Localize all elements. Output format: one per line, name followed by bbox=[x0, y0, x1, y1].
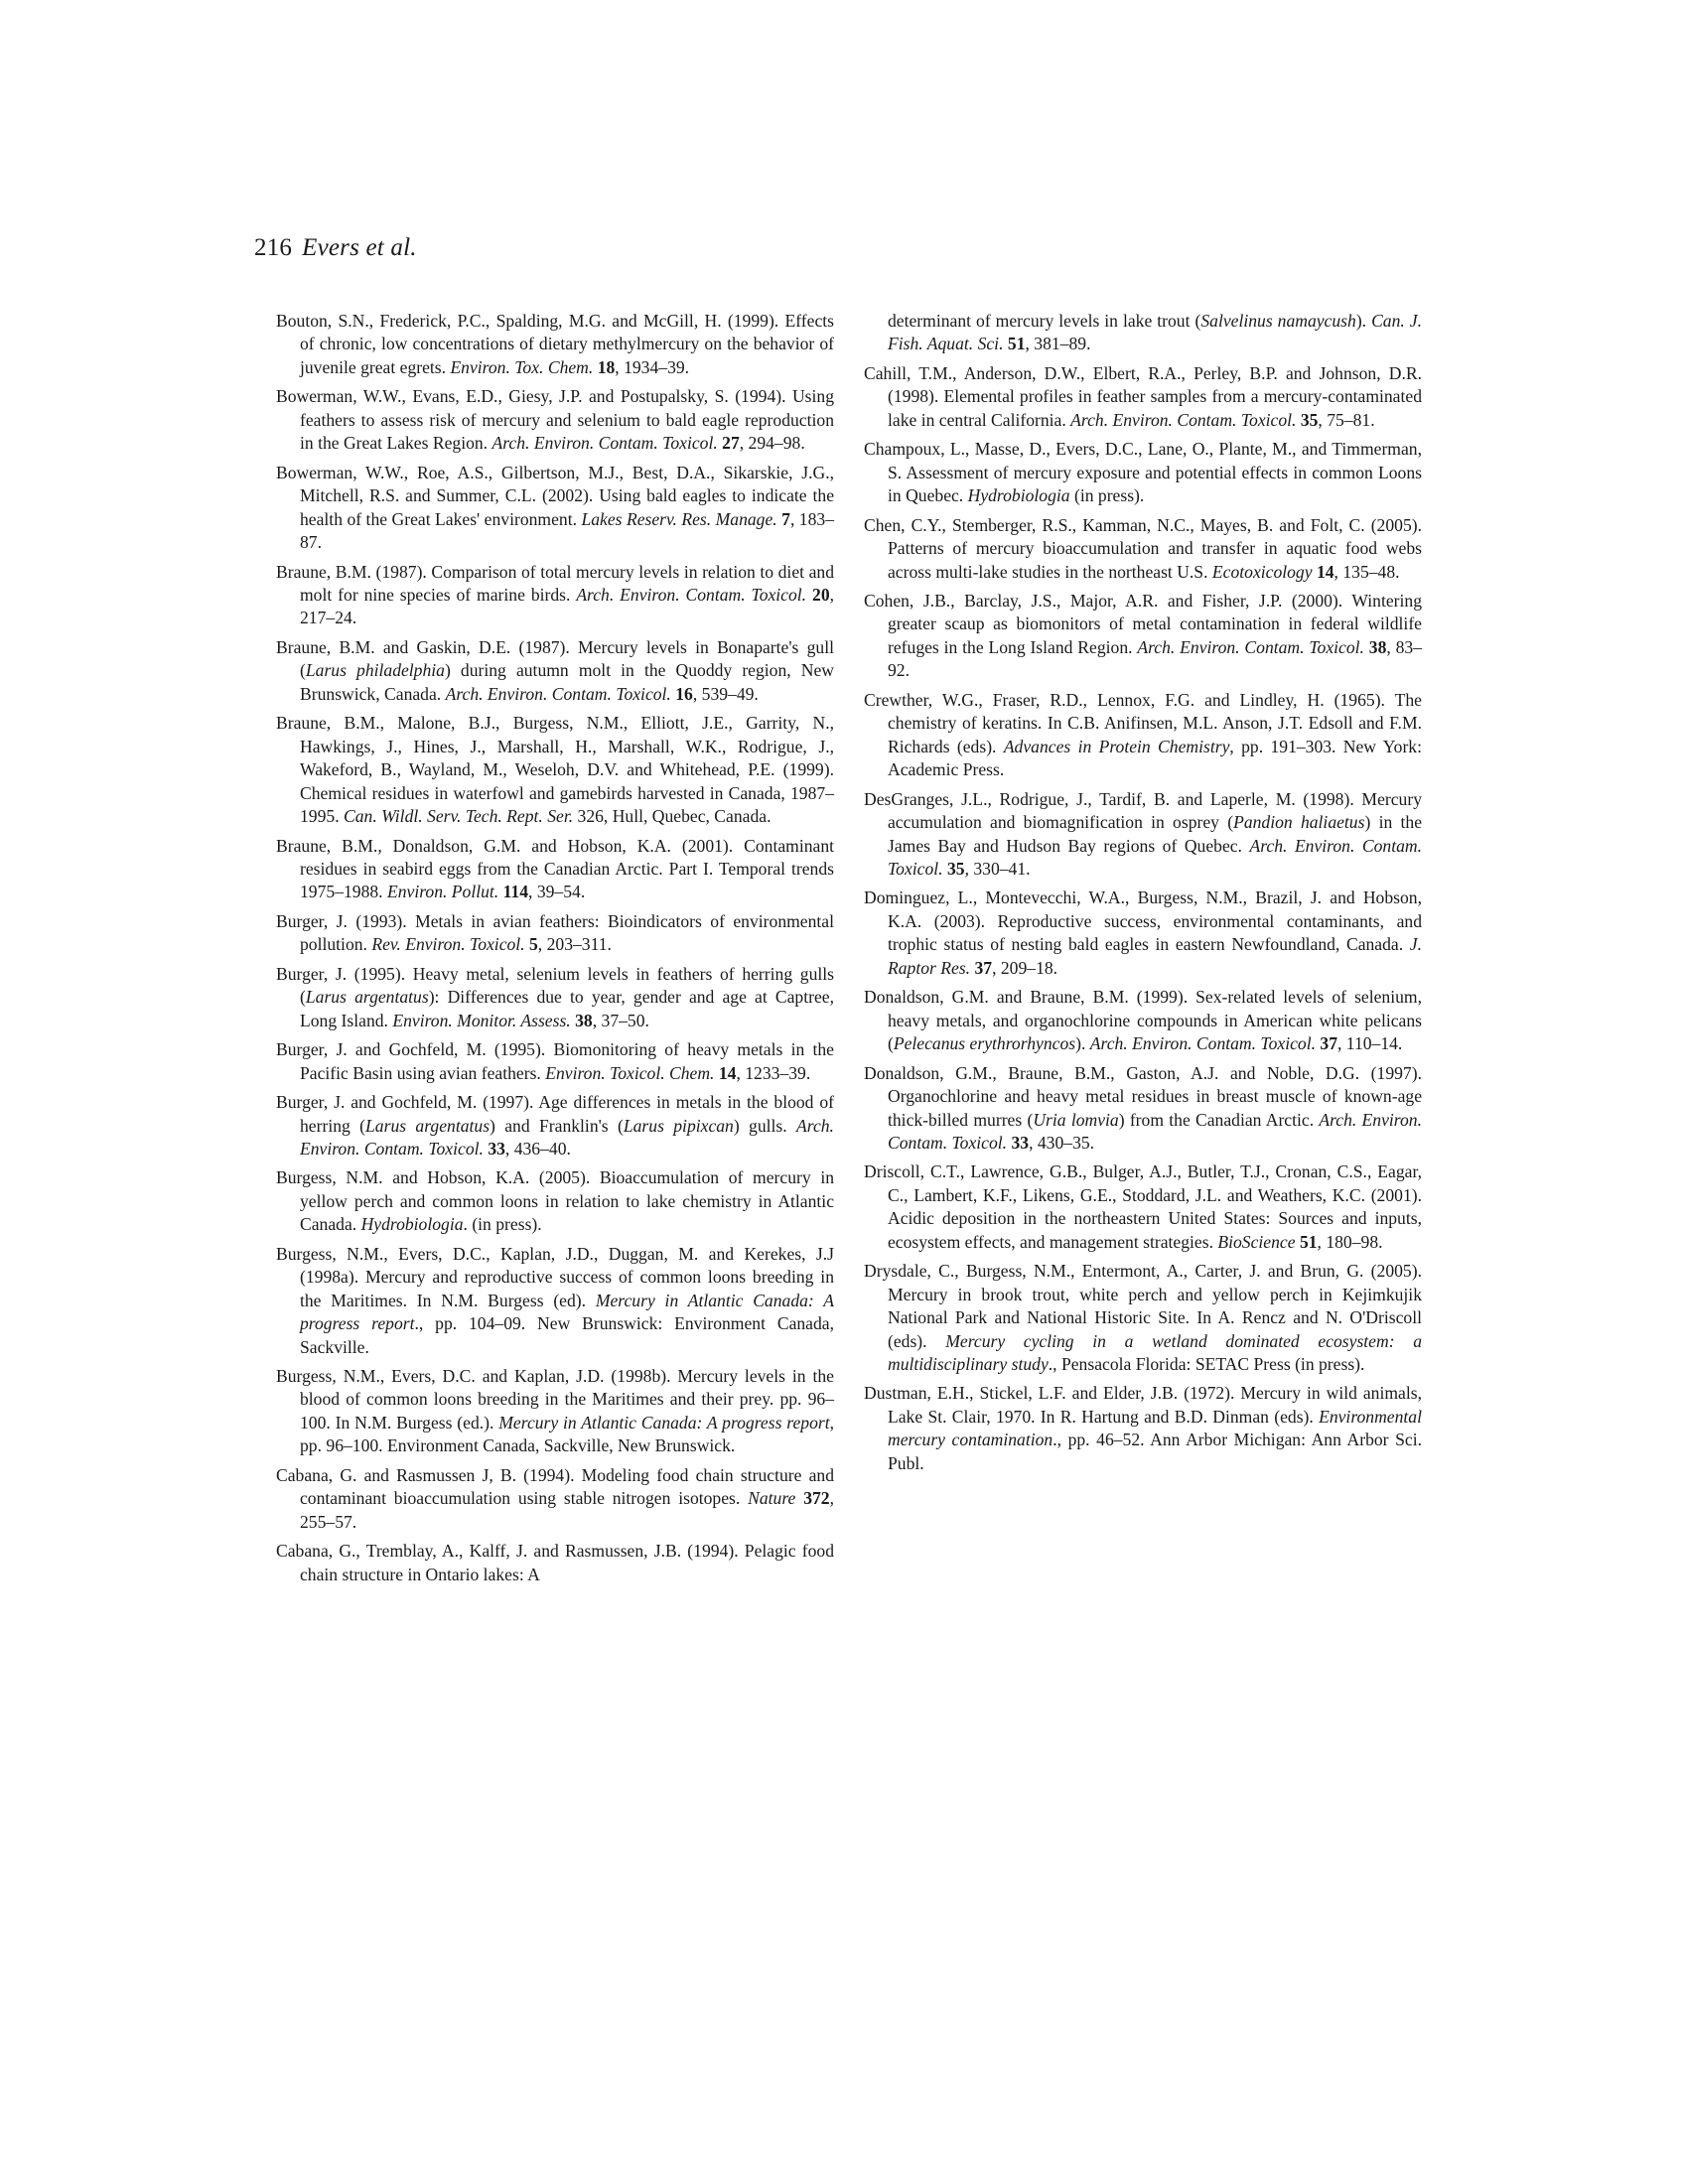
reference-pages: , 1233–39. bbox=[736, 1062, 811, 1083]
reference-pages: , 183–87. bbox=[300, 508, 834, 553]
reference-entry bbox=[276, 385, 834, 455]
reference-text: Drysdale, C., Burgess, N.M., Entermont, A., Carter, J. and Brun, G. (2005). Mercury in brook trout, white perch and yellow perch in Kejimkujik National Park and National Historic Site. In A. Rencz and N. O'Driscoll (eds). bbox=[864, 1261, 1422, 1351]
reference-text: Bowerman, W.W., Evans, E.D., Giesy, J.P. and Postupalsky, S. (1994). Using feathers to assess risk of mercury and selenium to bald eagle reproduction in the Great Lakes Region. bbox=[276, 386, 834, 454]
reference-text: Dominguez, L., Montevecchi, W.A., Burgess, N.M., Brazil, J. and Hobson, K.A. (2003). Reproductive success, environmental contaminants, and trophic status of nesting bald eagles in eastern Newfoundland, Canada. bbox=[864, 887, 1422, 955]
reference-text: Burgess, N.M., Evers, D.C., Kaplan, J.D., Duggan, M. and Kerekes, J.J (1998a). Mercury and reproductive success of common loons breeding in the Maritimes. In N.M. Burgess (ed). bbox=[276, 1243, 834, 1310]
running-head-authors: Evers et al. bbox=[302, 234, 417, 261]
taxon-name: Pandion haliaetus bbox=[1233, 812, 1365, 833]
reference-entry bbox=[864, 310, 1422, 356]
volume-number: 37 bbox=[1320, 1033, 1337, 1054]
reference-text: ) gulls. bbox=[733, 1115, 797, 1136]
journal-title: Arch. Environ. Contam. Toxicol. bbox=[888, 1109, 1422, 1153]
reference-text: Champoux, L., Masse, D., Evers, D.C., Lane, O., Plante, M., and Timmerman, S. Assessment of mercury exposure and potential effects in common Loons in Quebec. bbox=[864, 439, 1422, 506]
reference-pages: , pp. 191–303. New York: Academic Press. bbox=[888, 736, 1422, 780]
journal-title: Arch. Environ. Contam. Toxicol. bbox=[1137, 636, 1364, 657]
reference-entry bbox=[864, 362, 1422, 432]
journal-title: Environ. Monitor. Assess. bbox=[392, 1010, 571, 1030]
reference-pages: , 294–98. bbox=[739, 433, 805, 454]
volume-number: 114 bbox=[502, 882, 529, 902]
reference-text: ) during autumn molt in the Quoddy region, New Brunswick, Canada. bbox=[300, 660, 834, 704]
reference-text: ) and Franklin's ( bbox=[490, 1115, 624, 1136]
reference-text: Braune, B.M., Donaldson, G.M. and Hobson, K.A. (2001). Contaminant residues in seabird eggs from the Canadian Arctic. Part I. Temporal trends 1975–1988. bbox=[276, 835, 834, 902]
journal-title: Arch. Environ. Contam. Toxicol. bbox=[300, 1115, 834, 1159]
volume-number: 37 bbox=[974, 957, 993, 978]
reference-entry bbox=[276, 963, 834, 1032]
journal-title: Arch. Environ. Contam. Toxicol. bbox=[1070, 409, 1297, 430]
reference-pages: , 135–48. bbox=[1333, 561, 1400, 582]
volume-number: 38 bbox=[1368, 636, 1387, 657]
reference-pages: , 83–92. bbox=[888, 636, 1423, 681]
journal-title: Mercury in Atlantic Canada: A progress report bbox=[300, 1290, 834, 1334]
reference-pages: , 180–98. bbox=[1317, 1231, 1383, 1252]
volume-number: 33 bbox=[488, 1138, 505, 1159]
journal-title: Hydrobiologia bbox=[967, 485, 1070, 506]
reference-text: ): Differences due to year, gender and age at Captree, Long Island. bbox=[300, 987, 834, 1030]
journal-title: Can. J. Fish. Aquat. Sci. bbox=[888, 311, 1422, 354]
reference-pages: , 330–41. bbox=[964, 858, 1031, 879]
journal-title: Ecotoxicology bbox=[1211, 561, 1313, 582]
reference-text: Donaldson, G.M., Braune, B.M., Gaston, A.J. and Noble, D.G. (1997). Organochlorine and heavy metal residues in breast muscle of known-age thick-billed murres ( bbox=[864, 1062, 1422, 1130]
running-head bbox=[254, 234, 417, 262]
volume-number: 33 bbox=[1011, 1132, 1030, 1153]
reference-text: Driscoll, C.T., Lawrence, G.B., Bulger, A.J., Butler, T.J., Cronan, C.S., Eagar, C., Lambert, K.F., Likens, G.E., Stoddard, J.L. and Weathers, K.C. (2001). Acidic deposition in the northeastern United States: Sources and inputs, ecosystem effects, and management strategies. bbox=[864, 1161, 1422, 1252]
volume-number: 18 bbox=[597, 356, 616, 377]
reference-pages: , 539–49. bbox=[692, 683, 759, 704]
reference-column-right bbox=[864, 310, 1422, 1481]
reference-text: Bowerman, W.W., Roe, A.S., Gilbertson, M.J., Best, D.A., Sikarskie, J.G., Mitchell, R.S. and Summer, C.L. (2002). Using bald eagles to indicate the health of the Great Lakes' environment. bbox=[276, 462, 834, 529]
journal-title: Environ. Pollut. bbox=[386, 882, 499, 902]
reference-entry bbox=[276, 1464, 834, 1534]
reference-entry bbox=[276, 712, 834, 828]
journal-title: Mercury in Atlantic Canada: A progress report bbox=[498, 1412, 830, 1433]
reference-pages: ., pp. 46–52. Ann Arbor Michigan: Ann Arbor Sci. Publ. bbox=[888, 1430, 1422, 1473]
reference-entry bbox=[864, 887, 1422, 980]
journal-title: Hydrobiologia bbox=[360, 1214, 464, 1235]
reference-text: Crewther, W.G., Fraser, R.D., Lennox, F.G. and Lindley, H. (1965). The chemistry of keratins. In C.B. Anifinsen, M.L. Anson, J.T. Edsoll and F.M. Richards (eds). bbox=[864, 689, 1422, 756]
reference-entry bbox=[276, 1540, 834, 1586]
reference-pages: , 75–81. bbox=[1318, 409, 1375, 430]
reference-pages: , 39–54. bbox=[528, 882, 586, 902]
volume-number: 7 bbox=[781, 508, 790, 529]
journal-title: Environ. Toxicol. Chem. bbox=[545, 1062, 715, 1083]
reference-pages: , 110–14. bbox=[1337, 1033, 1403, 1054]
volume-number: 51 bbox=[1007, 334, 1026, 354]
reference-entry bbox=[276, 1038, 834, 1085]
reference-pages: , 436–40. bbox=[504, 1138, 571, 1159]
journal-title: Environ. Tox. Chem. bbox=[450, 356, 594, 377]
journal-title: Arch. Environ. Contam. Toxicol. bbox=[1089, 1033, 1316, 1054]
reference-column-left bbox=[276, 310, 834, 1592]
reference-entry bbox=[864, 986, 1422, 1055]
reference-text: DesGranges, J.L., Rodrigue, J., Tardif, B. and Laperle, M. (1998). Mercury accumulation and biomagnification in osprey ( bbox=[864, 788, 1422, 833]
reference-text: Cohen, J.B., Barclay, J.S., Major, A.R. and Fisher, J.P. (2000). Wintering greater scaup as biomonitors of metal contamination in federal wildlife refuges in the Long Island Region. bbox=[864, 590, 1422, 657]
volume-number: 5 bbox=[529, 934, 538, 955]
reference-entry bbox=[864, 1260, 1422, 1376]
reference-text: Braune, B.M. and Gaskin, D.E. (1987). Mercury levels in Bonaparte's gull ( bbox=[276, 636, 834, 681]
volume-number: 14 bbox=[718, 1062, 737, 1083]
reference-text: Burgess, N.M., Evers, D.C. and Kaplan, J.D. (1998b). Mercury levels in the blood of common loons breeding in the Maritimes and their prey. pp. 96–100. In N.M. Burgess (ed.). bbox=[276, 1366, 834, 1433]
reference-text: Donaldson, G.M. and Braune, B.M. (1999). Sex-related levels of selenium, heavy metals, and organochlorine compounds in American white pelicans ( bbox=[864, 987, 1422, 1054]
reference-entry bbox=[276, 462, 834, 555]
reference-text: Dustman, E.H., Stickel, L.F. and Elder, J.B. (1972). Mercury in wild animals, Lake St. Clair, 1970. In R. Hartung and B.D. Dinman (eds). bbox=[864, 1383, 1422, 1427]
taxon-name: Uria lomvia bbox=[1033, 1109, 1119, 1130]
volume-number: 16 bbox=[675, 683, 693, 704]
reference-text: Braune, B.M. (1987). Comparison of total mercury levels in relation to diet and molt for nine species of marine birds. bbox=[276, 561, 834, 605]
reference-pages: (in press). bbox=[1069, 485, 1145, 506]
reference-entry bbox=[276, 310, 834, 379]
journal-title: Arch. Environ. Contam. Toxicol. bbox=[491, 433, 718, 454]
journal-title: Arch. Environ. Contam. Toxicol. bbox=[445, 683, 671, 704]
reference-entry bbox=[276, 1091, 834, 1160]
reference-text: Cabana, G., Tremblay, A., Kalff, J. and Rasmussen, J.B. (1994). Pelagic food chain structure in Ontario lakes: A bbox=[276, 1541, 834, 1584]
taxon-name: Salvelinus namaycush bbox=[1200, 311, 1356, 331]
reference-entry bbox=[276, 1166, 834, 1236]
volume-number: 35 bbox=[1300, 409, 1319, 430]
reference-entry bbox=[276, 561, 834, 630]
reference-pages: , pp. 96–100. Environment Canada, Sackville, New Brunswick. bbox=[300, 1412, 835, 1456]
journal-title: Mercury cycling in a wetland dominated ecosystem: a multidisciplinary study bbox=[888, 1330, 1423, 1375]
reference-pages: , 209–18. bbox=[992, 957, 1058, 978]
reference-entry bbox=[276, 1365, 834, 1458]
reference-text: Burgess, N.M. and Hobson, K.A. (2005). Bioaccumulation of mercury in yellow perch and common loons in relation to lake chemistry in Atlantic Canada. bbox=[276, 1167, 834, 1235]
reference-pages: . (in press). bbox=[463, 1214, 542, 1235]
taxon-name: Larus philadelphia bbox=[305, 660, 445, 681]
taxon-name: Larus argentatus bbox=[365, 1115, 491, 1136]
reference-pages: ., pp. 104–09. New Brunswick: Environment Canada, Sackville. bbox=[300, 1313, 834, 1357]
page-number: 216 bbox=[254, 234, 293, 261]
volume-number: 14 bbox=[1316, 561, 1334, 582]
taxon-name: Larus argentatus bbox=[305, 987, 429, 1008]
reference-entry bbox=[864, 590, 1422, 683]
reference-entry bbox=[864, 1160, 1422, 1254]
reference-text: ) in the James Bay and Hudson Bay regions of Quebec. bbox=[888, 812, 1423, 856]
journal-title: Lakes Reserv. Res. Manage. bbox=[581, 508, 777, 529]
reference-text: ) from the Canadian Arctic. bbox=[1118, 1109, 1320, 1130]
journal-title: Arch. Environ. Contam. Toxicol. bbox=[888, 835, 1422, 879]
journal-title: Can. Wildl. Serv. Tech. Rept. Ser. bbox=[343, 806, 574, 827]
journal-title: Rev. Environ. Toxicol. bbox=[371, 934, 525, 955]
volume-number: 27 bbox=[722, 433, 740, 454]
journal-title: Environmental mercury contamination bbox=[888, 1406, 1422, 1450]
reference-text: Cahill, T.M., Anderson, D.W., Elbert, R.A., Perley, B.P. and Johnson, D.R. (1998). Elemental profiles in feather samples from a mercury-contaminated lake in central California. bbox=[864, 362, 1422, 430]
reference-pages: , 255–57. bbox=[300, 1488, 834, 1532]
reference-entry bbox=[864, 689, 1422, 782]
volume-number: 35 bbox=[946, 858, 965, 879]
reference-entry bbox=[276, 910, 834, 957]
taxon-name: Pelecanus erythrorhyncos bbox=[893, 1033, 1076, 1054]
reference-entry bbox=[276, 1243, 834, 1359]
reference-text: Burger, J. and Gochfeld, M. (1997). Age differences in metals in the blood of herring ( bbox=[276, 1092, 834, 1136]
reference-pages: , 203–311. bbox=[537, 934, 612, 955]
reference-pages: , 381–89. bbox=[1025, 334, 1091, 354]
reference-entry bbox=[864, 514, 1422, 584]
reference-text: Bouton, S.N., Frederick, P.C., Spalding, M.G. and McGill, H. (1999). Effects of chronic, low concentrations of dietary methylmercury on the behavior of juvenile great egrets. bbox=[276, 311, 834, 377]
reference-text: Burger, J. (1993). Metals in avian feathers: Bioindicators of environmental pollution. bbox=[276, 910, 834, 955]
reference-text: Cabana, G. and Rasmussen J, B. (1994). Modeling food chain structure and contaminant bioaccumulation using stable nitrogen isotopes. bbox=[276, 1464, 834, 1509]
reference-entry bbox=[864, 788, 1422, 882]
reference-pages: , 37–50. bbox=[592, 1010, 649, 1030]
reference-entry bbox=[864, 1382, 1422, 1475]
reference-entry bbox=[864, 438, 1422, 507]
journal-title: Nature bbox=[748, 1488, 796, 1509]
reference-text: Braune, B.M., Malone, B.J., Burgess, N.M., Elliott, J.E., Garrity, N., Hawkings, J., Hines, J., Marshall, H., Marshall, W.K., Rodrigue, J., Wakeford, B., Wayland, M., Weseloh, D.V. and Whitehead, P.E. (1999). Chemical residues in waterfowl and gamebirds harvested in Canada, 1987–1995. bbox=[276, 713, 834, 827]
reference-pages: ., Pensacola Florida: SETAC Press (in press). bbox=[1048, 1354, 1365, 1375]
reference-pages: 326, Hull, Quebec, Canada. bbox=[573, 806, 772, 827]
journal-title: J. Raptor Res. bbox=[888, 934, 1422, 978]
reference-pages: , 430–35. bbox=[1029, 1132, 1095, 1153]
reference-entry bbox=[276, 835, 834, 904]
reference-entry bbox=[276, 636, 834, 706]
reference-pages: , 1934–39. bbox=[615, 356, 690, 377]
volume-number: 372 bbox=[803, 1488, 830, 1509]
volume-number: 20 bbox=[812, 584, 830, 605]
volume-number: 38 bbox=[575, 1010, 593, 1030]
reference-text: determinant of mercury levels in lake trout ( bbox=[888, 311, 1201, 331]
journal-title: Arch. Environ. Contam. Toxicol. bbox=[576, 584, 807, 605]
journal-title: Advances in Protein Chemistry bbox=[1003, 736, 1230, 756]
volume-number: 51 bbox=[1299, 1231, 1318, 1252]
reference-text: ). bbox=[1355, 311, 1372, 331]
taxon-name: Larus pipixcan bbox=[623, 1115, 734, 1136]
journal-title: BioScience bbox=[1217, 1231, 1296, 1252]
reference-text: Burger, J. (1995). Heavy metal, selenium levels in feathers of herring gulls ( bbox=[276, 963, 834, 1008]
reference-pages: , 217–24. bbox=[300, 584, 835, 628]
reference-text: Chen, C.Y., Stemberger, R.S., Kamman, N.C., Mayes, B. and Folt, C. (2005). Patterns of mercury bioaccumulation and transfer in aquatic food webs across multi-lake studies in the northeast U.S. bbox=[864, 514, 1422, 582]
reference-entry bbox=[864, 1062, 1422, 1156]
reference-text: ). bbox=[1075, 1033, 1090, 1054]
reference-text: Burger, J. and Gochfeld, M. (1995). Biomonitoring of heavy metals in the Pacific Basin using avian feathers. bbox=[276, 1039, 834, 1083]
